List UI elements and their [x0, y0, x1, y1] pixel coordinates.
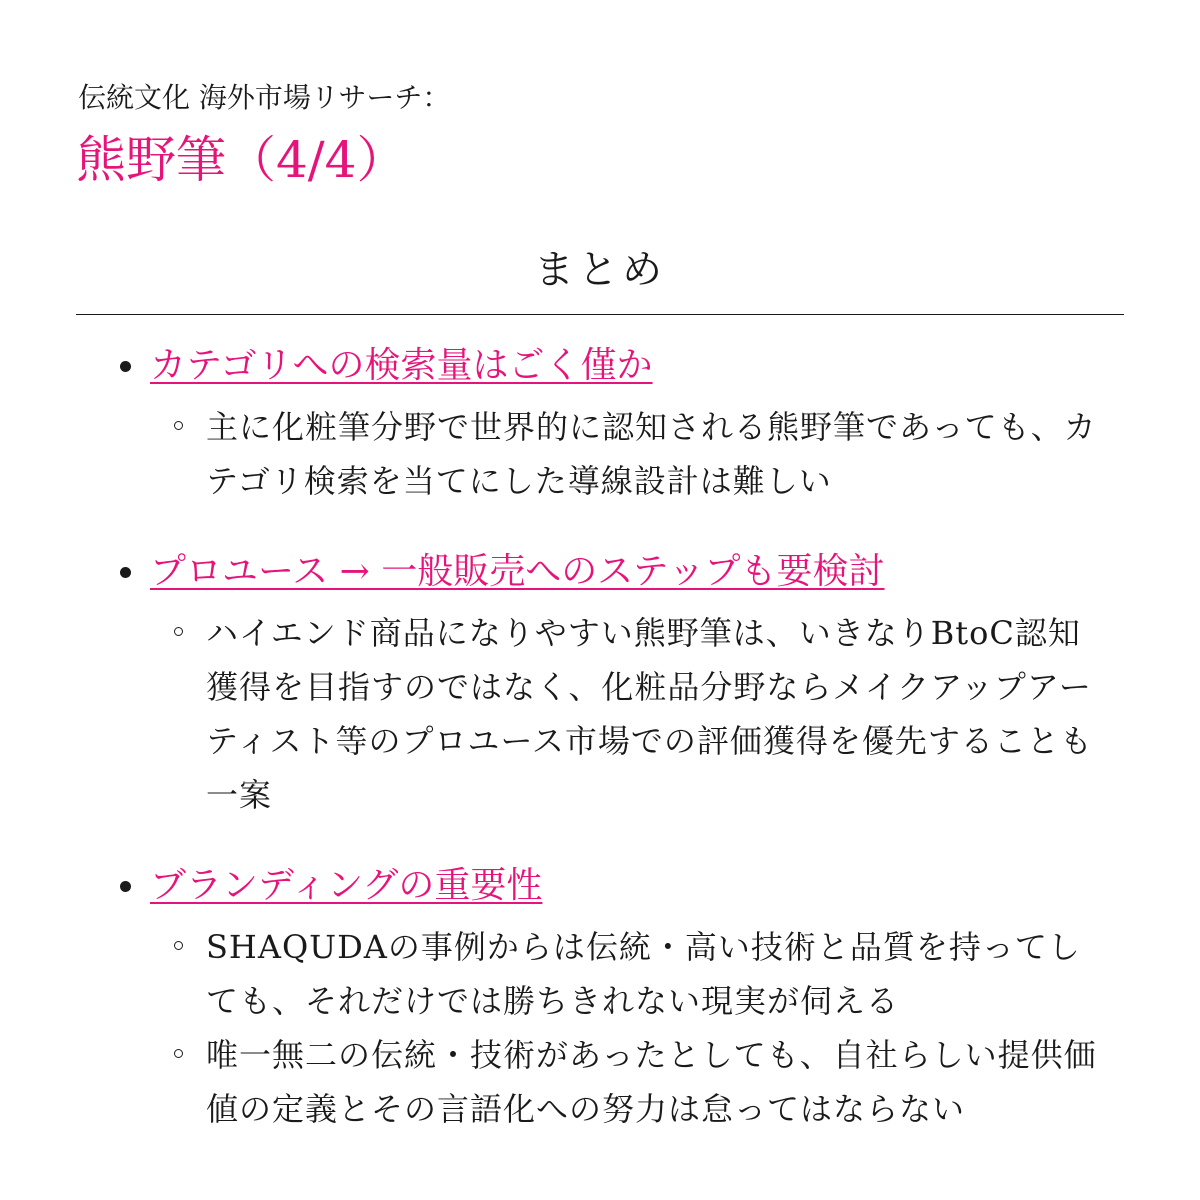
detail-item: [110, 920, 1106, 1028]
bullet-icon: [120, 567, 131, 578]
point-details: [110, 400, 1130, 508]
section-divider: [76, 314, 1124, 315]
point-heading-link[interactable]: カテゴリへの検索量はごく僅か: [150, 345, 653, 386]
point-heading-link[interactable]: ブランディングの重要性: [150, 865, 543, 906]
summary-point: [110, 858, 1130, 1136]
point-heading-link[interactable]: プロユース → 一般販売へのステップも要検討: [150, 551, 885, 592]
summary-list: [110, 338, 1130, 1172]
series-subtitle: 伝統文化 海外市場リサーチ：: [78, 81, 451, 114]
circle-bullet-icon: [174, 941, 183, 950]
bullet-icon: [120, 881, 131, 892]
page-title: 熊野筆（4/4）: [76, 131, 407, 189]
section-heading: まとめ: [534, 247, 666, 293]
point-heading-row: [110, 338, 1130, 394]
circle-bullet-icon: [174, 421, 183, 430]
bullet-icon: [120, 361, 131, 372]
detail-item: [110, 400, 1106, 508]
point-details: [110, 920, 1130, 1136]
detail-text: 唯一無二の伝統・技術があったとしても、自社らしい提供価値の定義とその言語化への努力は怠ってはならない: [206, 1036, 1097, 1128]
summary-point: [110, 544, 1130, 822]
circle-bullet-icon: [174, 1049, 183, 1058]
detail-item: [110, 1028, 1106, 1136]
summary-point: [110, 338, 1130, 508]
detail-text: 主に化粧筆分野で世界的に認知される熊野筆であっても、カテゴリ検索を当てにした導線設計は難しい: [206, 408, 1097, 500]
point-heading-row: [110, 858, 1130, 914]
detail-item: [110, 606, 1106, 822]
detail-text: ハイエンド商品になりやすい熊野筆は、いきなりBtoC認知獲得を目指すのではなく、化粧品分野ならメイクアップアーティスト等のプロユース市場での評価獲得を優先することも一案: [206, 614, 1093, 814]
circle-bullet-icon: [174, 627, 183, 636]
point-heading-row: [110, 544, 1130, 600]
detail-text: SHAQUDAの事例からは伝統・高い技術と品質を持ってしても、それだけでは勝ちきれない現実が伺える: [206, 928, 1081, 1020]
point-details: [110, 606, 1130, 822]
